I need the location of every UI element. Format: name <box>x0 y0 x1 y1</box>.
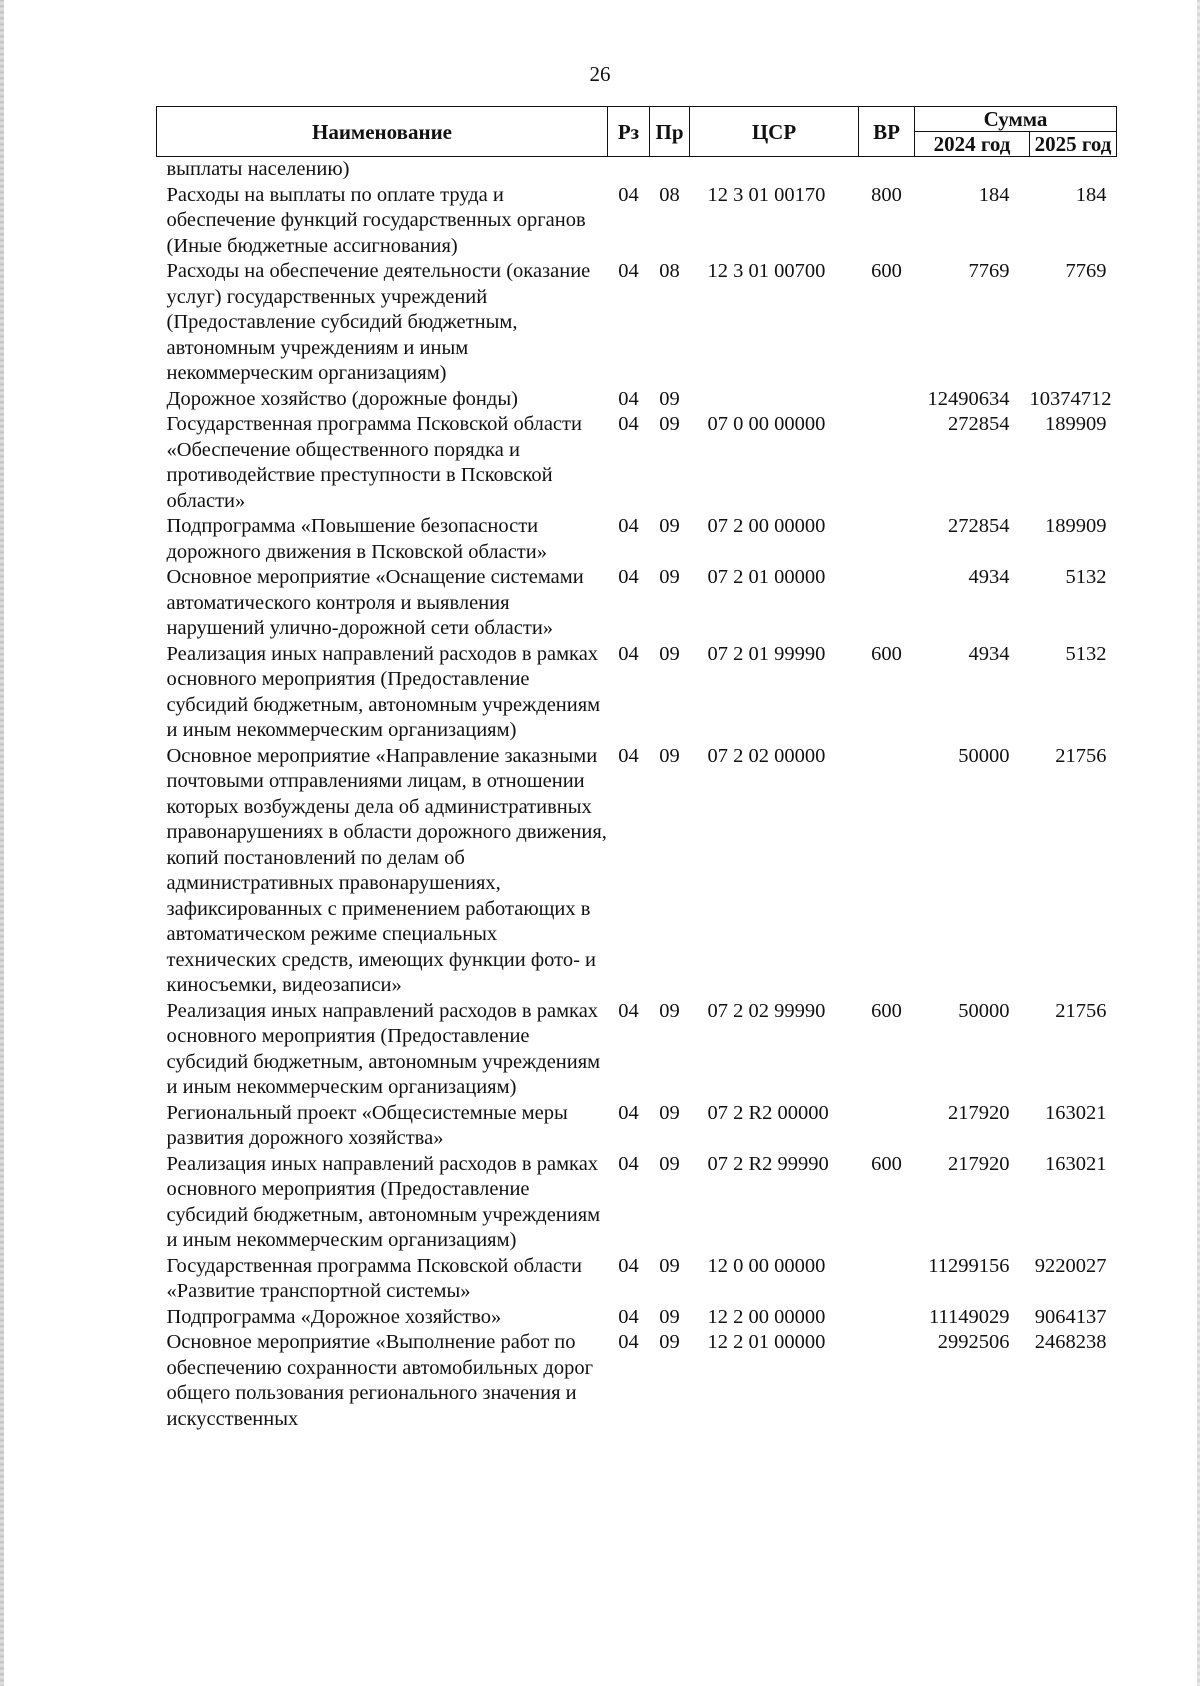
row-sum-2025: 9220027 <box>1034 1254 1107 1277</box>
row-rz: 04 <box>618 1254 639 1277</box>
row-vr: 600 <box>871 999 902 1022</box>
row-rz: 04 <box>618 642 639 665</box>
row-sum-2025: 7769 <box>1065 260 1107 282</box>
row-sum-2024: 11299156 <box>928 1254 1010 1277</box>
row-sum-2025: 163021 <box>1045 1101 1107 1124</box>
row-pr: 08 <box>659 183 680 206</box>
table-body <box>157 157 1117 1433</box>
row-rz <box>608 157 650 183</box>
row-rz: 04 <box>618 387 639 410</box>
row-pr: 09 <box>659 566 680 588</box>
row-rz: 04 <box>618 1305 639 1328</box>
row-pr: 09 <box>659 642 680 665</box>
row-name: Реализация иных направлений расходов в рамках основного мероприятия (Предоставление субсидий бюджетным, автономным учреждениям и иным некоммерческим организациям) <box>166 999 601 1098</box>
row-name: Основное мероприятие «Оснащение системами автоматического контроля и выявления нарушений улично-дорожной сети области» <box>166 566 584 639</box>
row-vr: 600 <box>871 642 902 665</box>
table-row <box>157 999 1117 1101</box>
header-sum: Сумма <box>915 107 1117 132</box>
row-vr: 600 <box>871 260 902 282</box>
row-sum-2024 <box>915 157 1030 183</box>
row-csr: 12 3 01 00700 <box>707 260 826 282</box>
row-vr <box>859 387 915 413</box>
row-sum-2025: 9064137 <box>1034 1305 1107 1328</box>
row-rz: 04 <box>618 999 639 1022</box>
row-csr: 07 2 01 00000 <box>707 566 826 588</box>
row-rz: 04 <box>618 183 639 206</box>
row-vr <box>859 744 915 999</box>
row-name: Подпрограмма «Дорожное хозяйство» <box>166 1305 502 1328</box>
row-pr: 09 <box>659 999 680 1022</box>
row-vr <box>859 412 915 514</box>
row-csr: 07 2 00 00000 <box>707 515 826 537</box>
row-pr: 09 <box>659 413 680 435</box>
row-name: Расходы на выплаты по оплате труда и обеспечение функций государственных органов (Иные бюджетные ассигнования) <box>166 183 586 257</box>
row-name: Основное мероприятие «Направление заказными почтовыми отправлениями лицам, в отношении которых возбуждены дела об административных правонарушениях в области дорожного движения, копий постановлений по делам об административных правонарушениях, зафиксированных с применением работающих в автоматическом режиме специальных технических средств, имеющих функции фото- и киносъемки, видеозаписи» <box>166 744 607 996</box>
row-sum-2024: 217920 <box>948 1101 1010 1124</box>
row-rz: 04 <box>618 744 639 767</box>
table-row <box>157 744 1117 999</box>
row-sum-2024: 50000 <box>958 999 1010 1022</box>
row-csr: 07 0 00 00000 <box>707 413 826 435</box>
row-name: выплаты населению) <box>166 158 350 180</box>
row-sum-2024: 272854 <box>948 413 1010 435</box>
table-row <box>157 387 1117 413</box>
table-row <box>157 1101 1117 1152</box>
table-row <box>157 259 1117 387</box>
row-pr: 09 <box>659 1152 680 1175</box>
row-rz: 04 <box>618 1331 639 1353</box>
table-row <box>157 1254 1117 1305</box>
row-sum-2024: 217920 <box>948 1152 1010 1175</box>
row-rz: 04 <box>618 566 639 588</box>
row-sum-2024: 7769 <box>968 260 1010 282</box>
row-rz: 04 <box>618 260 639 282</box>
row-rz: 04 <box>618 413 639 435</box>
row-pr: 09 <box>659 1305 680 1328</box>
row-name: Подпрограмма «Повышение безопасности дорожного движения в Псковской области» <box>166 515 547 563</box>
row-pr: 09 <box>659 1254 680 1277</box>
header-rz: Рз <box>608 107 650 157</box>
row-vr <box>859 1254 915 1305</box>
table-row <box>157 183 1117 260</box>
row-csr: 07 2 01 99990 <box>707 642 826 665</box>
row-name: Государственная программа Псковской области «Развитие транспортной системы» <box>166 1254 582 1302</box>
row-pr: 09 <box>659 1331 680 1353</box>
row-name: Реализация иных направлений расходов в рамках основного мероприятия (Предоставление субсидий бюджетным, автономным учреждениям и иным некоммерческим организациям) <box>166 1152 601 1251</box>
row-name: Региональный проект «Общесистемные меры развития дорожного хозяйства» <box>166 1101 568 1149</box>
row-csr <box>690 157 859 183</box>
header-vr: ВР <box>859 107 915 157</box>
header-year-2024: 2024 год <box>915 132 1030 157</box>
row-sum-2024: 2992506 <box>937 1331 1010 1353</box>
row-sum-2025: 21756 <box>1055 999 1107 1022</box>
row-sum-2024: 11149029 <box>929 1305 1010 1328</box>
row-csr <box>690 387 859 413</box>
row-csr: 12 2 00 00000 <box>707 1305 826 1328</box>
row-csr: 07 2 R2 00000 <box>707 1101 829 1124</box>
row-sum-2024: 4934 <box>968 642 1010 665</box>
row-csr: 07 2 R2 99990 <box>707 1152 829 1175</box>
row-name: Реализация иных направлений расходов в рамках основного мероприятия (Предоставление субсидий бюджетным, автономным учреждениям и иным некоммерческим организациям) <box>166 642 601 741</box>
row-sum-2025: 163021 <box>1045 1152 1107 1175</box>
table-row <box>157 642 1117 744</box>
row-vr <box>859 157 915 183</box>
row-csr: 07 2 02 99990 <box>707 999 826 1022</box>
row-pr: 09 <box>659 1101 680 1124</box>
row-pr: 08 <box>659 260 680 282</box>
row-rz: 04 <box>618 1101 639 1124</box>
row-vr <box>859 514 915 565</box>
row-vr <box>859 1330 915 1432</box>
page-number: 26 <box>589 62 611 86</box>
row-pr: 09 <box>659 387 680 410</box>
row-name: Дорожное хозяйство (дорожные фонды) <box>166 387 518 410</box>
row-pr <box>650 157 690 183</box>
row-csr: 12 3 01 00170 <box>707 183 826 206</box>
row-name: Основное мероприятие «Выполнение работ по обеспечению сохранности автомобильных дорог общего пользования регионального значения и искусственных <box>166 1331 593 1430</box>
row-sum-2025: 10374712 <box>1029 387 1112 410</box>
row-csr: 12 2 01 00000 <box>707 1331 826 1353</box>
row-sum-2024: 4934 <box>968 566 1010 588</box>
header-name: Наименование <box>157 107 608 157</box>
row-rz: 04 <box>618 515 639 537</box>
header-year-2025: 2025 год <box>1030 132 1117 157</box>
row-sum-2024: 272854 <box>948 515 1010 537</box>
row-vr: 800 <box>871 183 902 206</box>
row-sum-2025: 5132 <box>1065 566 1107 588</box>
row-rz: 04 <box>618 1152 639 1175</box>
row-csr: 07 2 02 00000 <box>707 744 826 767</box>
row-sum-2025: 189909 <box>1045 413 1107 435</box>
table-row <box>157 157 1117 183</box>
row-sum-2025: 189909 <box>1045 515 1107 537</box>
row-name: Государственная программа Псковской области «Обеспечение общественного порядка и противодействие преступности в Псковской области» <box>166 413 582 512</box>
table-row <box>157 565 1117 642</box>
row-csr: 12 0 00 00000 <box>707 1254 826 1277</box>
table-row <box>157 1305 1117 1331</box>
table-row <box>157 1330 1117 1432</box>
row-sum-2025 <box>1030 157 1117 183</box>
table-row <box>157 412 1117 514</box>
table-row <box>157 1152 1117 1254</box>
row-sum-2024: 50000 <box>958 744 1010 767</box>
row-sum-2025: 2468238 <box>1034 1331 1107 1353</box>
scan-edge-left <box>0 0 4 1686</box>
row-vr: 600 <box>871 1152 902 1175</box>
row-vr <box>859 1101 915 1152</box>
row-sum-2025: 184 <box>1075 183 1107 206</box>
row-sum-2025: 5132 <box>1065 642 1107 665</box>
budget-table <box>156 106 1117 1432</box>
row-vr <box>859 565 915 642</box>
row-vr <box>859 1305 915 1331</box>
row-pr: 09 <box>659 515 680 537</box>
row-pr: 09 <box>659 744 680 767</box>
row-name: Расходы на обеспечение деятельности (оказание услуг) государственных учреждений (Предоставление субсидий бюджетным, автономным учреждениям и иным некоммерческим организациям) <box>166 260 591 384</box>
table-row <box>157 514 1117 565</box>
row-sum-2025: 21756 <box>1055 744 1107 767</box>
header-csr: ЦСР <box>690 107 859 157</box>
row-sum-2024: 184 <box>978 183 1010 206</box>
header-pr: Пр <box>650 107 690 157</box>
row-sum-2024: 12490634 <box>927 387 1010 410</box>
